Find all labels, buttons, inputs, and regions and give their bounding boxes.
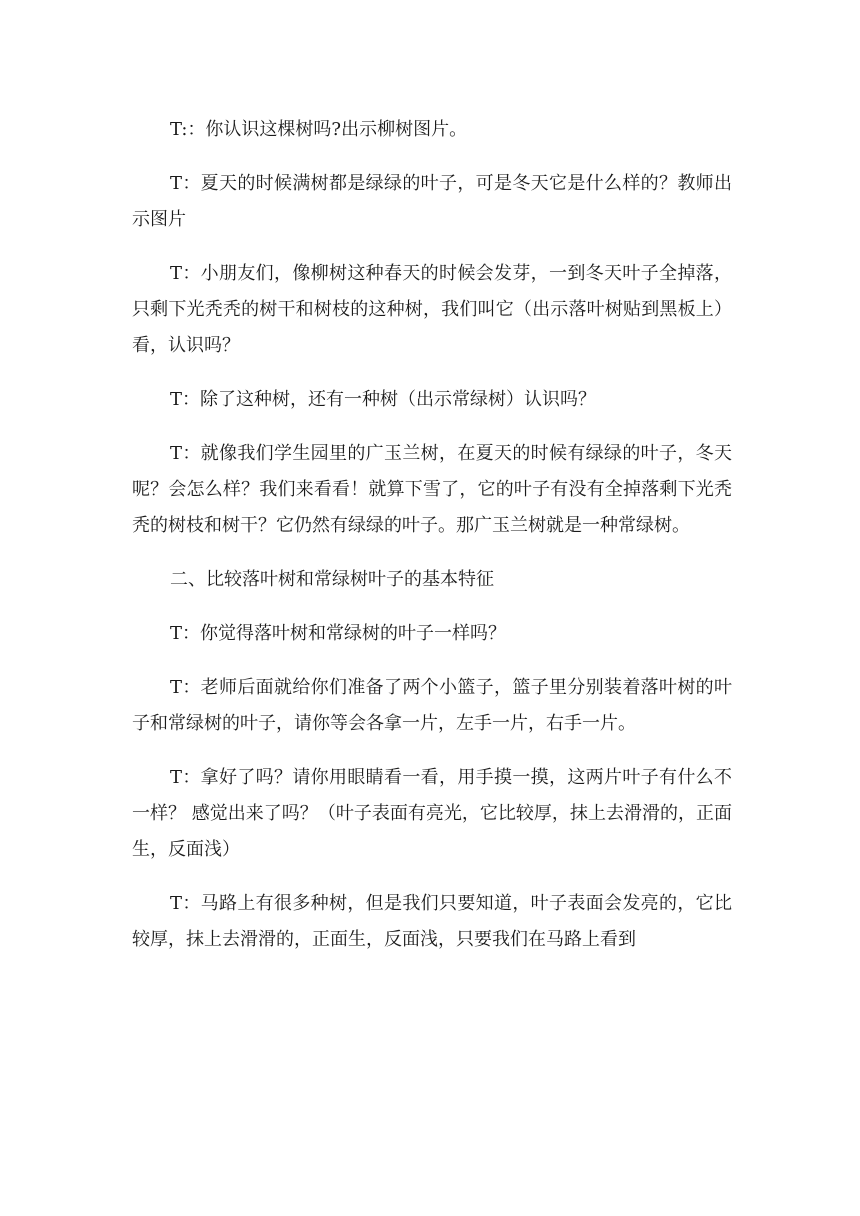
paragraph-1: T:：你认识这棵树吗?出示柳树图片。 xyxy=(170,119,468,140)
paragraph-10: T：马路上有很多种树，但是我们只要知道，叶子表面会发亮的，它比较厚，抹上去滑滑的，正面生，反面浅，只要我们在马路上看到 xyxy=(132,893,732,950)
paragraph-7: T：你觉得落叶树和常绿树的叶子一样吗？ xyxy=(170,623,507,644)
document-body xyxy=(132,112,732,976)
paragraph-2: T：夏天的时候满树都是绿绿的叶子，可是冬天它是什么样的？教师出示图片 xyxy=(132,173,732,230)
section-heading: 二、比较落叶树和常绿树叶子的基本特征 xyxy=(170,569,494,590)
paragraph-3: T：小朋友们，像柳树这种春天的时候会发芽，一到冬天叶子全掉落，只剩下光秃秃的树干和树枝的这种树，我们叫它（出示落叶树贴到黑板上）看，认识吗？ xyxy=(132,263,732,356)
paragraph-8: T：老师后面就给你们准备了两个小篮子，篮子里分别装着落叶树的叶子和常绿树的叶子，请你等会各拿一片，左手一片，右手一片。 xyxy=(132,677,732,734)
paragraph-4: T：除了这种树，还有一种树（出示常绿树）认识吗？ xyxy=(170,389,597,410)
paragraph-5: T：就像我们学生园里的广玉兰树，在夏天的时候有绿绿的叶子，冬天呢？会怎么样？我们来看看！就算下雪了，它的叶子有没有全掉落剩下光秃秃的树枝和树干？它仍然有绿绿的叶子。那广玉兰树就是一种常绿树。 xyxy=(132,443,732,536)
paragraph-9: T：拿好了吗？请你用眼睛看一看，用手摸一摸，这两片叶子有什么不一样？ 感觉出来了吗？（叶子表面有亮光，它比较厚，抹上去滑滑的，正面生，反面浅） xyxy=(132,767,732,860)
